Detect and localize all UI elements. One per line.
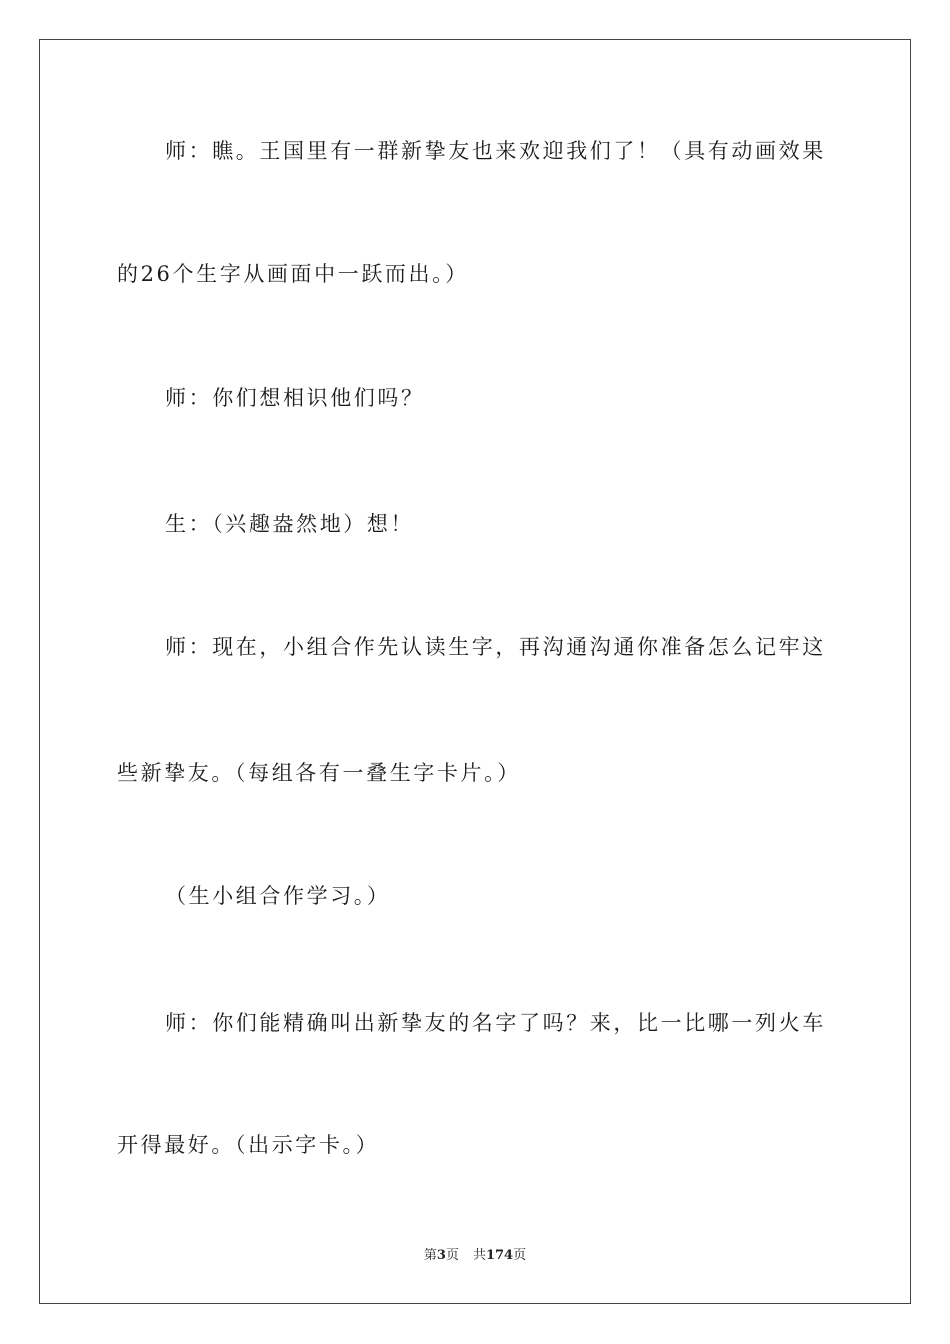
paragraph-line-1: 师：瞧。王国里有一群新挚友也来欢迎我们了！（具有动画效果 <box>165 139 826 163</box>
page-prefix: 第 <box>423 1248 437 1263</box>
paragraph-line-2: 的26个生字从画面中一跃而出。） <box>117 262 469 286</box>
page-number: 3 <box>436 1248 446 1263</box>
paragraph-line-9: 开得最好。（出示字卡。） <box>117 1133 380 1157</box>
paragraph-line-5: 师：现在，小组合作先认读生字，再沟通沟通你准备怎么记牢这 <box>165 635 826 659</box>
total-prefix: 共 <box>472 1248 486 1263</box>
paragraph-line-7: （生小组合作学习。） <box>165 884 391 908</box>
paragraph-line-8: 师：你们能精确叫出新挚友的名字了吗？来，比一比哪一列火车 <box>165 1011 826 1035</box>
total-suffix: 页 <box>513 1248 527 1263</box>
page-suffix: 页 <box>445 1248 459 1263</box>
paragraph-line-6: 些新挚友。（每组各有一叠生字卡片。） <box>117 761 521 785</box>
page-border <box>39 39 911 1304</box>
paragraph-line-3: 师：你们想相识他们吗？ <box>165 386 425 410</box>
page-footer <box>0 1247 950 1265</box>
total-pages: 174 <box>485 1248 514 1263</box>
paragraph-line-4: 生：（兴趣盎然地）想！ <box>165 512 415 536</box>
